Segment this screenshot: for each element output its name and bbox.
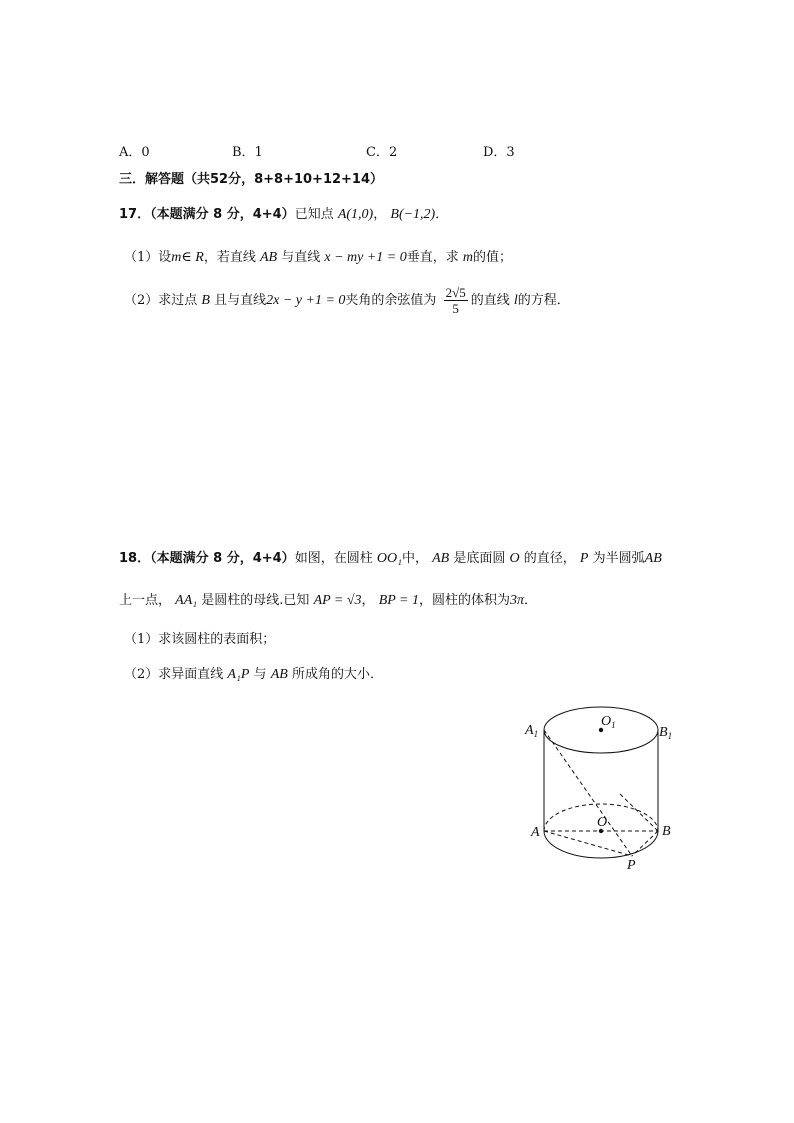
label-o: O [597,815,608,830]
q18-p: P [579,551,589,566]
q18-l2-t3: ， [361,593,375,608]
q17-p1-t1: ，若直线 [203,250,256,265]
option-d: D．3 [483,145,515,160]
label-p: P [627,858,636,873]
q18-t5: 为半圆弧 [592,551,645,566]
q17-sep: ， [373,207,387,222]
q18-part2 [124,666,383,684]
q17-p1-t4: 的值； [473,250,513,265]
q18-l2-t4: ，圆柱的体积为 [419,593,511,608]
q18-ab: AB [432,551,450,566]
q17-part2 [124,284,570,318]
q17-p2-equation: 2x − y +1 = 0 [266,293,346,308]
q17-intro: 已知点 [294,207,334,222]
option-a: A．0 [119,145,150,160]
q18-l2-t5: ． [524,593,538,608]
q17-p1-t3: 垂直，求 [406,250,459,265]
label-b1: $B_1$ [659,725,673,741]
q18-l2-ap: AP = √3 [313,593,362,608]
q17-p1-m: m [462,250,474,265]
q17-point-b: B(−1,2) [390,207,436,222]
q17-p1-ab: AB [259,250,278,265]
segment-b-diagonal [619,793,658,831]
q18-stem [119,550,662,568]
segment-bp [632,831,658,856]
q17-p1-m-in-r: m∈ R [171,250,204,265]
q17-stem [119,206,448,224]
q18-t2: 中， [401,551,428,566]
q18-p2-a1p: A₁P [227,667,250,682]
q18-part1: （1）求该圆柱的表面积； [124,632,276,647]
q17-p2-l: l [513,293,518,308]
q18-l2-aa1: AA₁ [175,593,198,608]
q18-t3: 是底面圆 [453,551,506,566]
q17-end: ． [435,207,449,222]
q17-part1 [124,249,512,267]
q18-o: O [509,551,520,566]
q18-l2-bp: BP = 1 [378,593,420,608]
bottom-ellipse-front [544,831,658,858]
q18-p2-t1: 与 [253,667,267,682]
q17-p2-fraction [444,285,468,316]
cylinder-figure [515,695,695,880]
q17-p2-t1: 且与直线 [214,293,267,308]
q17-p1-t2: 与直线 [281,250,321,265]
q18-oo1: OO₁ [376,551,402,566]
segment-ap [544,831,632,856]
fraction-denominator: 5 [452,301,459,316]
q18-p2-ab: AB [270,667,288,682]
q17-point-a: A(1,0) [337,207,374,222]
q17-p1-label: （1）设 [124,250,172,265]
option-b: B．1 [232,145,263,160]
q17-p2-t2: 夹角的余弦值为 [345,293,437,308]
label-b: B [662,824,671,839]
fraction-numerator: 2√5 [445,285,466,300]
q18-t4: 的直径， [523,551,576,566]
q17-p1-equation: x − my +1 = 0 [324,250,407,265]
q18-l2-t1: 上一点， [119,593,172,608]
q18-l2-t2: 是圆柱的母线.已知 [201,593,310,608]
q17-p2-label: （2）求过点 [124,293,198,308]
q18-score: （本题满分 8 分，4+4） [150,551,295,566]
q18-stem-line2 [119,592,537,610]
label-o1: $O_1$ [601,714,616,730]
q18-l2-volume: 3π [510,593,525,608]
label-a: A [531,825,540,840]
q17-p2-t3: 的直线 [470,293,510,308]
q17-p2-b: B [201,293,210,308]
q17-p2-t4: 的方程． [517,293,570,308]
q17-score: （本题满分 8 分，4+4） [150,207,295,222]
q18-ab2: AB [644,551,662,566]
q18-p2-t2: 所成角的大小． [291,667,383,682]
segment-a1p [544,730,632,856]
option-c: C．2 [366,145,398,160]
label-a1: $A_1$ [525,723,539,739]
q18-t1: 如图，在圆柱 [294,551,373,566]
q18-number: 18． [119,551,151,566]
q18-p2-label: （2）求异面直线 [124,667,224,682]
q17-number: 17． [119,207,151,222]
section-heading: 三．解答题（共52分，8+8+10+12+14） [119,172,384,187]
